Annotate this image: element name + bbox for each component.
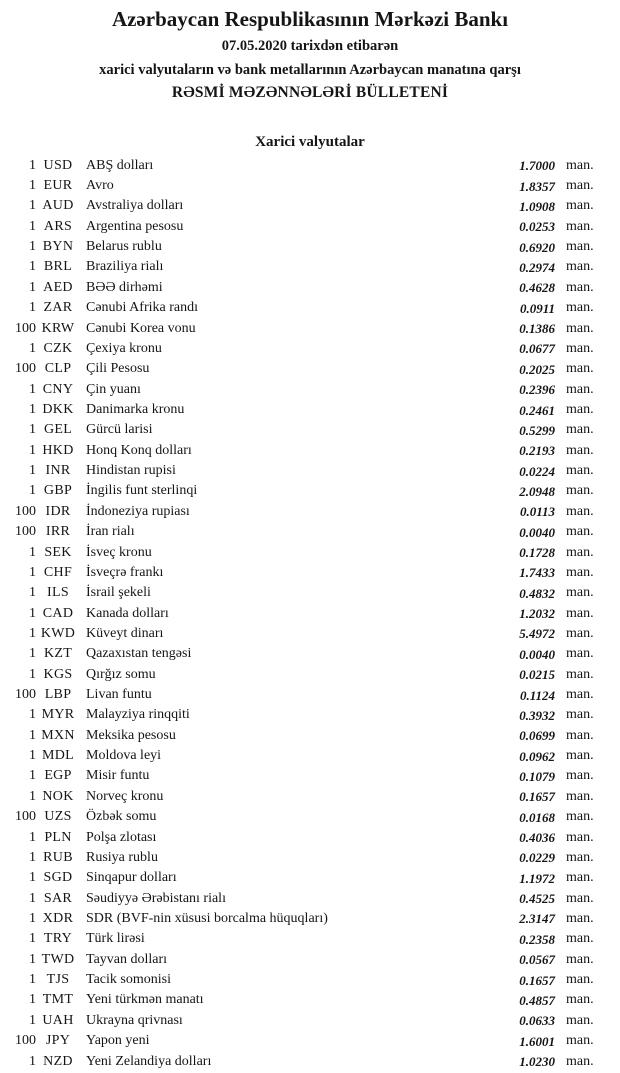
currency-code: INR [45, 463, 71, 479]
currency-unit: man. [566, 300, 594, 316]
table-row [0, 379, 620, 399]
table-row [0, 502, 620, 522]
currency-quantity: 1 [29, 564, 36, 580]
currency-name: İndoneziya rupiası [86, 503, 190, 519]
table-row [0, 359, 620, 379]
currency-unit: man. [566, 910, 594, 926]
currency-code: HKD [42, 442, 74, 458]
currency-quantity: 1 [29, 666, 36, 682]
table-row [0, 726, 620, 746]
currency-code: NOK [42, 788, 74, 804]
table-row [0, 990, 620, 1010]
table-row [0, 583, 620, 603]
currency-quantity: 1 [29, 157, 36, 173]
currency-code: MYR [41, 707, 75, 723]
currency-code: AED [43, 279, 73, 295]
rates-table [0, 156, 620, 1072]
table-row [0, 909, 620, 929]
currency-rate: 0.1657 [519, 972, 555, 988]
currency-rate: 1.7433 [519, 565, 555, 581]
currency-code: JPY [45, 1033, 71, 1049]
currency-quantity: 1 [29, 870, 36, 886]
currency-rate: 0.1079 [519, 768, 555, 784]
currency-rate: 0.4628 [519, 280, 555, 296]
currency-quantity: 1 [29, 1053, 36, 1069]
currency-name: Belarus rublu [86, 239, 162, 255]
currency-rate: 0.2461 [519, 402, 555, 418]
currency-name: Tayvan dolları [86, 951, 168, 967]
table-row [0, 196, 620, 216]
currency-code: NZD [43, 1053, 73, 1069]
currency-quantity: 100 [15, 687, 36, 703]
currency-unit: man. [566, 666, 594, 682]
currency-unit: man. [566, 524, 594, 540]
currency-code: ILS [47, 585, 69, 601]
currency-name: Moldova leyi [86, 748, 162, 764]
currency-code: LBP [44, 687, 72, 703]
table-row [0, 868, 620, 888]
table-row [0, 746, 620, 766]
currency-code: CNY [42, 381, 74, 397]
currency-unit: man. [566, 178, 594, 194]
currency-unit: man. [566, 707, 594, 723]
currency-unit: man. [566, 727, 594, 743]
currency-rate: 5.4972 [519, 626, 555, 642]
currency-name: ABŞ dolları [86, 157, 154, 173]
currency-quantity: 1 [29, 300, 36, 316]
currency-rate: 1.0230 [519, 1054, 555, 1069]
currency-unit: man. [566, 849, 594, 865]
table-row [0, 950, 620, 970]
currency-quantity: 100 [15, 361, 36, 377]
currency-name: Yeni türkmən manatı [86, 992, 204, 1008]
table-row [0, 1031, 620, 1051]
currency-rate: 0.1728 [519, 545, 555, 561]
currency-rate: 0.0113 [519, 504, 555, 520]
currency-unit: man. [566, 585, 594, 601]
currency-unit: man. [566, 157, 594, 173]
currency-quantity: 1 [29, 442, 36, 458]
currency-code: BYN [42, 239, 74, 255]
currency-rate: 0.0040 [519, 524, 555, 540]
currency-unit: man. [566, 890, 594, 906]
currency-rate: 0.1386 [519, 321, 555, 337]
currency-quantity: 100 [15, 503, 36, 519]
currency-name: Avro [86, 178, 114, 194]
subtitle-line: xarici valyutaların və bank metallarının Azərbaycan manatına qarşı [99, 61, 521, 78]
currency-unit: man. [566, 809, 594, 825]
currency-quantity: 1 [29, 992, 36, 1008]
currency-code: PLN [44, 829, 72, 845]
table-row [0, 420, 620, 440]
currency-code: BRL [43, 259, 73, 275]
currency-quantity: 1 [29, 788, 36, 804]
currency-rate: 1.7000 [519, 158, 555, 174]
currency-name: Cənubi Afrika randı [86, 300, 198, 316]
currency-quantity: 1 [29, 239, 36, 255]
currency-quantity: 1 [29, 707, 36, 723]
currency-unit: man. [566, 564, 594, 580]
currency-quantity: 1 [29, 381, 36, 397]
currency-unit: man. [566, 361, 594, 377]
currency-name: Çexiya kronu [86, 340, 162, 356]
currency-code: EUR [43, 178, 73, 194]
currency-code: MXN [41, 727, 75, 743]
table-row [0, 278, 620, 298]
currency-name: Küveyt dinarı [86, 625, 164, 641]
currency-code: CHF [43, 564, 73, 580]
table-row [0, 929, 620, 949]
currency-code: AUD [42, 198, 74, 214]
currency-name: Ukrayna qrivnası [86, 1012, 183, 1028]
currency-name: Qırğız somu [86, 666, 156, 682]
currency-code: USD [43, 157, 73, 173]
currency-name: Sinqapur dolları [86, 870, 177, 886]
currency-unit: man. [566, 442, 594, 458]
currency-name: Türk lirəsi [86, 931, 145, 947]
table-row [0, 888, 620, 908]
currency-unit: man. [566, 646, 594, 662]
currency-rate: 0.0040 [519, 646, 555, 662]
currency-name: Tacik somonisi [86, 972, 171, 988]
table-row [0, 542, 620, 562]
currency-quantity: 1 [29, 890, 36, 906]
currency-unit: man. [566, 381, 594, 397]
table-row [0, 481, 620, 501]
currency-unit: man. [566, 870, 594, 886]
currency-unit: man. [566, 1012, 594, 1028]
currency-name: Livan funtu [86, 687, 152, 703]
currency-unit: man. [566, 320, 594, 336]
currency-quantity: 1 [29, 1012, 36, 1028]
currency-name: Danimarka kronu [86, 402, 185, 417]
currency-rate: 1.6001 [519, 1033, 555, 1049]
currency-code: IDR [45, 503, 71, 519]
currency-quantity: 1 [29, 605, 36, 621]
currency-unit: man. [566, 422, 594, 438]
currency-rate: 1.2032 [519, 606, 555, 622]
currency-unit: man. [566, 687, 594, 703]
table-row [0, 807, 620, 827]
currency-rate: 0.2025 [519, 361, 555, 377]
currency-quantity: 1 [29, 218, 36, 234]
table-row [0, 217, 620, 237]
table-row [0, 1051, 620, 1071]
currency-name: Gürcü larisi [86, 422, 153, 438]
currency-quantity: 1 [29, 198, 36, 214]
currency-name: Meksika pesosu [86, 727, 176, 743]
table-row [0, 257, 620, 277]
currency-rate: 0.4525 [519, 891, 555, 907]
currency-rate: 0.4832 [519, 585, 555, 601]
currency-quantity: 1 [29, 402, 36, 417]
currency-code: ZAR [43, 300, 73, 316]
currency-name: Yeni Zelandiya dolları [86, 1053, 212, 1069]
currency-unit: man. [566, 992, 594, 1008]
bulletin-title: RƏSMİ MƏZƏNNƏLƏRİ BÜLLETENİ [171, 83, 449, 101]
currency-code: SEK [44, 544, 72, 560]
effective-date-line: 07.05.2020 tarixdən etibarən [221, 38, 399, 55]
table-row [0, 665, 620, 685]
currency-code: KZT [43, 646, 73, 662]
currency-rate: 0.0633 [519, 1013, 555, 1029]
section-title-foreign-currencies: Xarici valyutalar [255, 133, 365, 150]
table-row [0, 400, 620, 420]
currency-name: Çin yuanı [86, 381, 141, 397]
currency-rate: 0.1124 [519, 687, 555, 703]
currency-name: Misir funtu [86, 768, 150, 784]
currency-quantity: 1 [29, 340, 36, 356]
currency-unit: man. [566, 279, 594, 295]
currency-code: DKK [42, 402, 74, 417]
currency-name: İsveç kronu [86, 544, 152, 560]
currency-name: Polşa zlotası [86, 829, 157, 845]
currency-quantity: 1 [29, 422, 36, 438]
currency-quantity: 1 [29, 727, 36, 743]
currency-code: ARS [43, 218, 73, 234]
currency-quantity: 1 [29, 279, 36, 295]
currency-quantity: 100 [15, 320, 36, 336]
currency-code: XDR [42, 910, 74, 926]
currency-quantity: 1 [29, 483, 36, 499]
currency-name: BƏƏ dirhəmi [86, 279, 163, 295]
currency-code: TWD [41, 951, 75, 967]
currency-quantity: 100 [15, 809, 36, 825]
table-row [0, 624, 620, 644]
currency-name: Özbək somu [86, 809, 157, 825]
currency-name: Honq Konq dolları [86, 442, 192, 458]
currency-code: TJS [46, 972, 70, 988]
currency-unit: man. [566, 402, 594, 417]
currency-name: Yapon yeni [86, 1033, 150, 1049]
currency-rate: 0.2974 [519, 259, 555, 275]
currency-code: IRR [45, 524, 71, 540]
currency-rate: 0.4036 [519, 830, 555, 846]
currency-quantity: 1 [29, 829, 36, 845]
currency-quantity: 100 [15, 1033, 36, 1049]
currency-name: Hindistan rupisi [86, 463, 176, 479]
currency-code: SAR [43, 890, 73, 906]
currency-quantity: 1 [29, 748, 36, 764]
currency-rate: 1.1972 [519, 870, 555, 886]
currency-unit: man. [566, 259, 594, 275]
currency-name: Cənubi Korea vonu [86, 320, 196, 336]
currency-rate: 2.3147 [519, 911, 555, 927]
currency-name: İsrail şekeli [86, 585, 151, 601]
currency-unit: man. [566, 748, 594, 764]
currency-rate: 0.0962 [519, 748, 555, 764]
table-row [0, 970, 620, 990]
currency-unit: man. [566, 951, 594, 967]
table-row [0, 339, 620, 359]
currency-quantity: 1 [29, 625, 36, 641]
currency-unit: man. [566, 931, 594, 947]
currency-rate: 0.6920 [519, 239, 555, 255]
currency-rate: 0.0677 [519, 341, 555, 357]
currency-code: KRW [41, 320, 75, 336]
table-row [0, 848, 620, 868]
currency-code: TMT [42, 992, 74, 1008]
currency-rate: 0.1657 [519, 789, 555, 805]
currency-code: CAD [42, 605, 74, 621]
currency-quantity: 100 [15, 524, 36, 540]
currency-unit: man. [566, 239, 594, 255]
currency-rate: 0.3932 [519, 707, 555, 723]
currency-quantity: 1 [29, 178, 36, 194]
currency-quantity: 1 [29, 849, 36, 865]
currency-rate: 2.0948 [519, 483, 555, 499]
table-row [0, 461, 620, 481]
table-row [0, 766, 620, 786]
currency-code: MDL [41, 748, 74, 764]
currency-unit: man. [566, 768, 594, 784]
currency-name: Çili Pesosu [86, 361, 150, 377]
table-row [0, 644, 620, 664]
currency-quantity: 1 [29, 646, 36, 662]
table-row [0, 298, 620, 318]
currency-quantity: 1 [29, 768, 36, 784]
currency-rate: 0.2396 [519, 382, 555, 398]
currency-unit: man. [566, 1053, 594, 1069]
currency-code: UZS [44, 809, 72, 825]
currency-quantity: 1 [29, 910, 36, 926]
currency-quantity: 1 [29, 951, 36, 967]
table-row [0, 1011, 620, 1031]
table-row [0, 705, 620, 725]
table-row [0, 176, 620, 196]
table-row [0, 827, 620, 847]
currency-unit: man. [566, 625, 594, 641]
currency-unit: man. [566, 605, 594, 621]
currency-name: Kanada dolları [86, 605, 169, 621]
currency-code: EGP [44, 768, 72, 784]
currency-code: KGS [43, 666, 73, 682]
currency-unit: man. [566, 829, 594, 845]
table-row [0, 685, 620, 705]
currency-name: Norveç kronu [86, 788, 164, 804]
currency-name: Malayziya rinqqiti [86, 707, 190, 723]
currency-name: Rusiya rublu [86, 849, 158, 865]
currency-code: GEL [43, 422, 73, 438]
currency-code: KWD [40, 625, 76, 641]
currency-unit: man. [566, 503, 594, 519]
currency-name: Avstraliya dolları [86, 198, 184, 214]
table-row [0, 318, 620, 338]
currency-rate: 0.2358 [519, 931, 555, 947]
currency-name: Qazaxıstan tengəsi [86, 646, 192, 662]
currency-code: SGD [43, 870, 73, 886]
currency-quantity: 1 [29, 544, 36, 560]
currency-rate: 0.4857 [519, 992, 555, 1008]
currency-unit: man. [566, 483, 594, 499]
currency-quantity: 1 [29, 463, 36, 479]
currency-rate: 1.8357 [519, 178, 555, 194]
currency-quantity: 1 [29, 931, 36, 947]
currency-rate: 0.0911 [519, 300, 555, 316]
currency-rate: 0.5299 [519, 422, 555, 438]
currency-quantity: 1 [29, 972, 36, 988]
currency-rate: 0.0168 [519, 809, 555, 825]
currency-unit: man. [566, 1033, 594, 1049]
currency-unit: man. [566, 463, 594, 479]
table-row [0, 787, 620, 807]
currency-unit: man. [566, 198, 594, 214]
currency-rate: 0.0229 [519, 850, 555, 866]
table-row [0, 522, 620, 542]
currency-unit: man. [566, 218, 594, 234]
currency-rate: 0.0224 [519, 463, 555, 479]
bulletin-header [0, 0, 620, 103]
table-row [0, 603, 620, 623]
currency-name: Braziliya rialı [86, 259, 164, 275]
currency-code: RUB [43, 849, 73, 865]
currency-name: İsveçrə frankı [86, 564, 164, 580]
currency-name: Argentina pesosu [86, 218, 184, 234]
currency-rate: 0.2193 [519, 443, 555, 459]
bank-name: Azərbaycan Respublikasının Mərkəzi Bankı [111, 7, 509, 31]
currency-quantity: 1 [29, 259, 36, 275]
table-row [0, 237, 620, 257]
currency-unit: man. [566, 544, 594, 560]
currency-name: İran rialı [86, 524, 135, 540]
currency-name: İngilis funt sterlinqi [86, 483, 198, 499]
table-row [0, 441, 620, 461]
currency-rate: 0.0215 [519, 667, 555, 683]
currency-rate: 1.0908 [519, 198, 555, 214]
currency-code: UAH [42, 1012, 74, 1028]
table-row [0, 156, 620, 176]
currency-code: CZK [43, 340, 73, 356]
currency-name: Səudiyyə Ərəbistanı rialı [86, 890, 226, 906]
currency-unit: man. [566, 788, 594, 804]
currency-unit: man. [566, 340, 594, 356]
currency-rate: 0.0567 [519, 952, 555, 968]
table-row [0, 563, 620, 583]
currency-rate: 0.0699 [519, 728, 555, 744]
currency-quantity: 1 [29, 585, 36, 601]
currency-name: SDR (BVF-nin xüsusi borcalma hüquqları) [86, 910, 328, 926]
currency-rate: 0.0253 [519, 219, 555, 235]
currency-code: GBP [43, 483, 73, 499]
currency-code: CLP [44, 361, 72, 377]
currency-unit: man. [566, 972, 594, 988]
currency-code: TRY [43, 931, 73, 947]
